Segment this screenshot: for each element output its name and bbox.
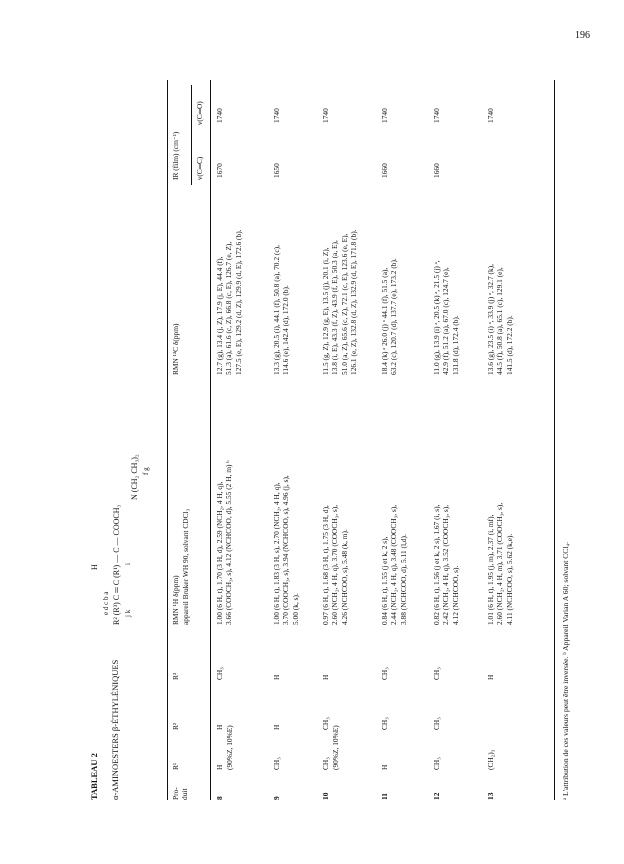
row-rmn-c-line: 141.5 (d), 172.2 (b).: [504, 315, 514, 375]
row-r2: H: [215, 724, 224, 730]
row-r3: H: [272, 674, 281, 680]
row-rmn-h-line: 0.84 (6 H, t), 1.55 (j et k, 2 s),: [380, 536, 389, 625]
rule-header: [210, 80, 211, 800]
row-rmn-h-line: 4.11 (NCHCOO, s), 5.62 (k,e).: [504, 533, 514, 625]
row-produit-id: 10: [321, 792, 330, 800]
rule-ir: [191, 85, 192, 185]
structure-formula: [90, 395, 160, 625]
row-r2-ratio: (90%Z, 10%E): [331, 725, 340, 770]
row-r2-ratio: (90%Z, 10%E): [225, 725, 234, 770]
formula-letters-fg: f g: [142, 467, 150, 475]
row-r2: CH₃: [321, 717, 330, 730]
row-rmn-c-line: 63.2 (c), 120.7 (d), 137.7 (e), 173.2 (b).: [389, 258, 399, 375]
row-rmn-c-line: 126.1 (e, Z), 132.8 (d, Z), 132.9 (d, E), 171.8 (b).: [349, 229, 359, 375]
row-r1: H: [215, 764, 224, 770]
row-r1: CH₃: [432, 757, 441, 770]
page-number: 196: [575, 30, 590, 41]
row-rmn-h-line: 2.42 (NCH₂, 4 H, q), 3.52 (COOCH₃, s),: [441, 504, 451, 625]
formula-substituent: N (CH₂ CH₃)₂: [130, 454, 139, 500]
row-produit-id: 9: [272, 796, 281, 800]
row-rmn-c-line: 44.5 (f), 50.8 (a), 65.1 (c), 129.1 (e),: [495, 267, 505, 375]
row-rmn-c-line: 127.5 (e, E), 129.2 (d, Z), 129.9 (d, E), 172.6 (b).: [233, 229, 243, 375]
row-rmn-h-line: 0.82 (6 H, t), 1.56 (j et k, 2 s), 1.67 (i, s),: [432, 504, 441, 625]
row-rmn-h-line: 3.70 (COOCH₃, s), 3.94 (NCHCOO, s), 4.96 (j, s),: [281, 475, 291, 625]
row-rmn-c-line: 11.0 (g), 13.9 (i) ᵃ, 20.5 (k) ᵃ, 21.5 (j) ᵃ,: [432, 260, 441, 375]
row-produit-id: 12: [432, 792, 441, 800]
header-ir-co: ν(C═O): [195, 101, 204, 125]
row-rmn-c-line: 13.8 (i, E), 43.3 (f, Z), 43.9 (f, E), 50.3 (a, E),: [330, 240, 340, 375]
row-rmn-c-line: 42.9 (f), 51.2 (a), 67.0 (c), 124.7 (e),: [441, 267, 451, 375]
row-ir-co: 1740: [321, 108, 330, 123]
header-r1: R¹: [171, 762, 180, 770]
row-ir-cc: 1660: [380, 163, 389, 178]
rotated-table: [90, 80, 590, 800]
row-rmn-c-line: 114.6 (e), 142.4 (d), 172.0 (b).: [281, 285, 291, 375]
header-r2: R²: [171, 722, 180, 730]
row-r3: CH₃: [380, 667, 389, 680]
row-rmn-h-line: 2.60 (NCH₂, 4 H, m), 3.71 (COOCH₃, s),: [495, 502, 505, 625]
row-r3: H: [486, 674, 495, 680]
row-ir-cc: 1670: [215, 163, 224, 178]
row-rmn-h-line: 0.97 (6 H, t), 1.68 (3 H, t), 1.75 (3 H, d),: [321, 505, 330, 625]
row-rmn-c-line: 11.5 (g, Z), 12.9 (g, E), 13.5 (j), 20.1 (i, Z),: [321, 247, 330, 375]
row-rmn-c-line: 131.8 (d), 172.4 (b).: [450, 315, 460, 375]
row-rmn-h-line: 3.88 (NCHCOO, d), 5.11 (l,d).: [398, 534, 408, 625]
table-subtitle: α-AMINOESTERS β-ÉTHYLÉNIQUES: [110, 659, 120, 800]
header-produit: Pro- duit: [171, 787, 189, 800]
row-r2: CH₃: [432, 717, 441, 730]
row-rmn-c-line: 51.3 (a), 61.6 (c, Z), 66.8 (c, E), 126.7 (e, Z),: [224, 241, 234, 375]
row-rmn-h-line: 2.60 (NCH₂, 4 H, q), 3.70 (COOCH₃, s),: [330, 504, 340, 625]
formula-main: R² (R³) C ═ C (R¹) — C — COOCH₃: [112, 504, 121, 625]
row-r3: CH₃: [215, 667, 224, 680]
row-r1: H: [380, 764, 389, 770]
header-r3: R³: [171, 672, 180, 680]
row-r1: (CH₂)₃: [486, 749, 495, 770]
row-rmn-h-line: 1.00 (6 H, t), 1.70 (3 H, d), 2.59 (NCH₂, 4 H, q),: [215, 481, 224, 625]
row-rmn-h-line: 1.01 (6 H, t), 1.95 (j, m), 2.37 (i, mf),: [486, 514, 495, 625]
row-ir-cc: 1660: [432, 163, 441, 178]
row-rmn-c-line: 13.6 (g), 23.5 (i) ᵃ, 33.9 (j) ᵃ, 32.7 (k),: [486, 264, 495, 375]
row-produit-id: 8: [215, 796, 224, 800]
formula-letters-top: e d c b a: [102, 591, 110, 615]
row-r2: H: [272, 724, 281, 730]
row-rmn-c-line: 12.7 (g), 13.4 (j, Z), 17.9 (j, E), 44.4 (f),: [215, 256, 224, 375]
row-rmn-h-line: 4.26 (NCHCOO, s), 5.48 (k, m).: [339, 529, 349, 625]
row-r2: CH₃: [380, 717, 389, 730]
row-ir-co: 1740: [380, 108, 389, 123]
row-ir-co: 1740: [432, 108, 441, 123]
header-ir: IR (film) (cm⁻¹): [171, 131, 180, 180]
row-produit-id: 13: [486, 792, 495, 800]
formula-letters-jk: j k: [124, 609, 132, 617]
row-rmn-h-line: 4.12 (NCHCOO, s).: [450, 565, 460, 625]
header-rmn-c: RMN ¹³C δ(ppm): [171, 323, 180, 375]
header-rmn-h-sub: appareil Bruker WH 90, solvant CDCl₃: [181, 508, 190, 625]
formula-letter-i: i: [124, 563, 132, 565]
row-rmn-h-line: 2.44 (NCH₂, 4 H, q), 3.48 (COOCH₃, s),: [389, 504, 399, 625]
header-rmn-h: RMN ¹H δ(ppm): [171, 575, 180, 625]
rule-top: [167, 80, 168, 800]
formula-h: H: [90, 564, 99, 570]
row-r3: H: [321, 674, 330, 680]
table-title: TABLEAU 2: [89, 753, 99, 800]
row-r1: CH₃: [272, 757, 281, 770]
row-rmn-h-line: 3.66 (COOCH₃, s), 4.12 (NCHCOO, d), 5.55 (2 H, m) ᵇ: [224, 460, 234, 625]
row-rmn-h-line: 5.00 (k, s).: [290, 593, 300, 625]
row-produit-id: 11: [380, 793, 389, 800]
row-ir-co: 1740: [486, 108, 495, 123]
row-ir-co: 1740: [272, 108, 281, 123]
row-rmn-h-line: 1.00 (6 H, t), 1.83 (3 H, s), 2.70 (NCH₂, 4 H, q),: [272, 482, 281, 625]
row-rmn-c-line: 51.0 (a, Z), 65.6 (c, Z), 72.1 (c, E), 123.6 (e, E),: [339, 233, 349, 375]
row-ir-cc: 1650: [272, 163, 281, 178]
row-r3: CH₃: [432, 667, 441, 680]
row-r1: CH₃: [321, 757, 330, 770]
footnote: ᵃ L'attribution de ces valeurs peut être inversée. ᵇ Appareil Varian A 60; solvant CCl₄.: [561, 542, 570, 800]
row-ir-co: 1740: [215, 108, 224, 123]
row-rmn-c-line: 13.3 (g), 20.5 (i), 44.1 (f), 50.8 (a), 70.2 (c),: [272, 245, 281, 375]
header-ir-cc: ν(C═C): [195, 156, 204, 180]
row-rmn-c-line: 18.4 (k) ᵃ 26.0 (j) ᵃ 44.1 (f), 51.5 (a),: [380, 267, 389, 375]
rule-bottom: [554, 80, 555, 800]
